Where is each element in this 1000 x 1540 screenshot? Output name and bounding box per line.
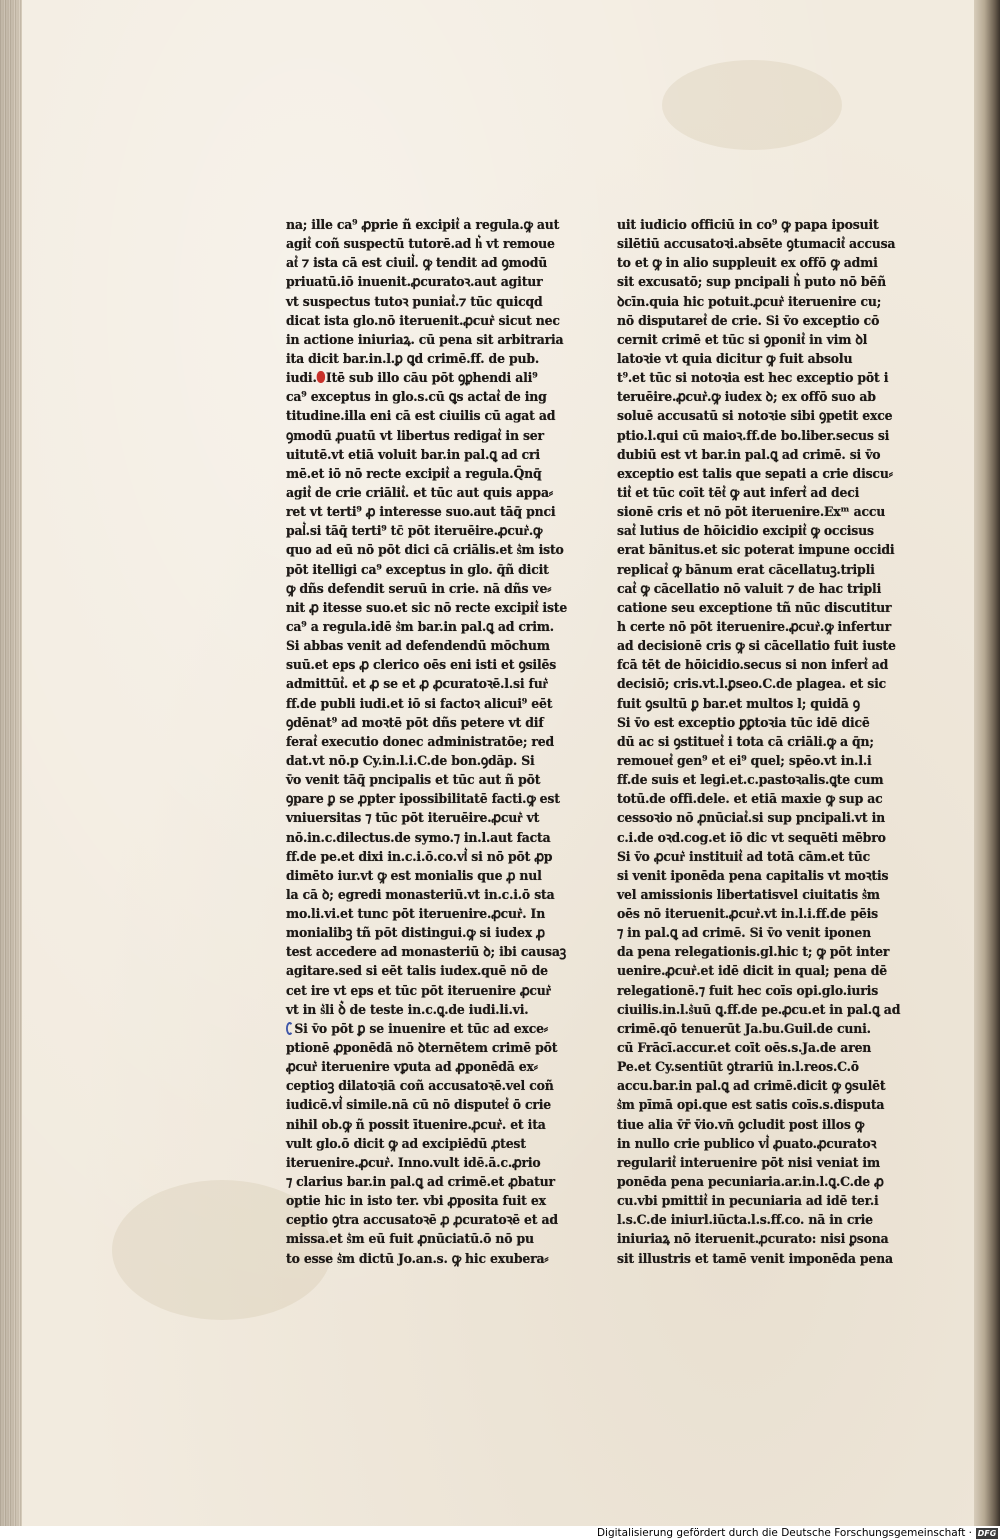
text-line: titudine.illa eni cā est ciuilis cū agat ad — [286, 408, 556, 425]
text-line: agit͛ coñ suspectū tutorē.ad h͛ vt remoue — [286, 236, 555, 253]
text-line: uenire.ꝓcur͛.et idē dicit in qual; pena dē — [617, 963, 887, 980]
text-line: Pe.et Cy.sentiūt ꝯtrariū in.l.reos.C.ō — [617, 1059, 859, 1076]
text-line: v̄o venit tāq̄ pncipalis et tūc aut ñ pōt — [286, 772, 541, 789]
right-text-column — [617, 216, 901, 1269]
text-line: h certe nō pōt iteruenire.ꝓcur͛.ꝙ infertur — [617, 618, 892, 635]
text-line: to et ꝙ in alio suppleuit ex offō ꝙ admi — [617, 255, 878, 272]
text-line: vniuersitas ⁊ tūc pōt iteruēire.ꝓcur͛ vt — [286, 810, 540, 827]
text-line: da pena relegationis.gl.hic t; ꝙ pōt inter — [617, 944, 890, 961]
text-line: test accedere ad monasteriū ꝺ; ibi causaꝫ — [286, 944, 566, 961]
text-line: to esse s͛m dictū Jo.an.s. ꝙ hic exubera⸗ — [286, 1250, 549, 1267]
text-line: at͛ ⁊ ista cā est ciuil͛. ꝙ tendit ad ꝯmodū — [286, 255, 548, 272]
text-line — [286, 1020, 548, 1039]
text-line: pal͛.si tāq̄ terti⁹ tc̄ pōt iteruēire.ꝓcur͛.ꝙ — [286, 523, 543, 540]
page-stack-left-edge — [0, 0, 22, 1540]
text-line: mo.li.vi.et tunc pōt iteruenire.ꝓcur͛. In — [286, 906, 546, 923]
red-paragraph-mark-icon — [317, 371, 325, 383]
text-line: decisiō; cris.vt.l.ꝑseo.C.de plagea. et sic — [617, 676, 887, 693]
blue-paragraph-mark-icon — [286, 1022, 293, 1035]
text-line: ca⁹ exceptus in glo.s.cū ꝗs actat͛ de ing — [286, 389, 547, 406]
text-line: ꝺcīn.quia hic potuit.ꝓcur͛ iteruenire cu; — [617, 293, 882, 310]
book-spine-right-edge — [974, 0, 1000, 1540]
text-line: iudicē.vl͛ simile.nā cū nō disputet͛ ō crie — [286, 1097, 552, 1114]
text-line: vt in s͛li ꝺ͛ de teste in.c.ꝗ.de iudi.li.vi. — [286, 1001, 529, 1018]
text-line: Si v̄o ꝓcur͛ instituit͛ ad totā cām.et tūc — [617, 848, 871, 865]
text-line: iteruenire.ꝓcur͛. Inno.vult idē.ā.c.ꝓrio — [286, 1154, 541, 1171]
text-line: latoꝛie vt quia dicitur ꝙ fuit absolu — [617, 350, 853, 367]
text-line: uit iudicio officiū in co⁹ ꝙ papa iposuit — [617, 217, 879, 233]
text-line: ret vt terti⁹ ꝓ interesse suo.aut tāq̄ pnci — [286, 504, 556, 521]
text-line: pōt itelligi ca⁹ exceptus in glo. q̄ñ dicit — [286, 561, 549, 578]
text-line: cet ire vt eps et tūc pōt iteruenire ꝓcur͛ — [286, 982, 552, 999]
dfg-logo-icon: DFG — [977, 1529, 997, 1538]
text-line: ꝙ dñs defendit seruū in crie. nā dñs ve⸗ — [286, 580, 552, 597]
text-line: dimēto iur.vt ꝙ est monialis que ꝓ nul — [286, 867, 542, 884]
text-line: ad decisionē cris ꝙ si cācellatio fuit iuste — [617, 638, 896, 655]
text-line: vel amissionis libertatisvel ciuitatis s͛m — [617, 886, 880, 903]
text-line: oēs nō iteruenit.ꝓcur͛.vt in.l.i.ff.de pēis — [617, 906, 878, 923]
text-line: ff.de publi iudi.et iō si factoꝛ alicui⁹ eēt — [286, 695, 553, 712]
text-line: Si abbas venit ad defendendū mōchum — [286, 638, 550, 655]
text-line: mē.et iō nō recte excipit͛ a regula.Q̄nq̄ — [286, 465, 542, 482]
text-line: iniuriaꝝ nō iteruenit.ꝓcurato: nisi ꝑsona — [617, 1231, 889, 1248]
text-line: suū.et eps ꝓ clerico oēs eni isti et ꝯsilēs — [286, 657, 557, 674]
text-line: ponēda pena pecuniaria.ar.in.l.ꝗ.C.de ꝓ — [617, 1174, 884, 1191]
text-line: ꝓcur͛ iteruenire vꝑuta ad ꝓponēdā ex⸗ — [286, 1059, 538, 1076]
text-line: ꝯdēnat⁹ ad moꝛtē pōt dñs petere vt dif — [286, 714, 544, 731]
text-line: nit ꝓ itesse suo.et sic nō recte excipit͛ iste — [286, 599, 568, 616]
text-line: accu.bar.in pal.ꝗ ad crimē.dicit ꝙ ꝯsulēt — [617, 1078, 886, 1095]
text-line: quo ad eū nō pōt dici cā criālis.et s͛m isto — [286, 542, 564, 559]
text-line: uitutē.vt etiā voluit bar.in pal.ꝗ ad cri — [286, 446, 540, 463]
text-line: soluē accusatū si notoꝛie sibi ꝯpetit exce — [617, 408, 893, 425]
text-line: t⁹.et tūc si notoꝛia est hec exceptio pōt i — [617, 370, 889, 387]
text-line: ptionē ꝓponēdā nō ꝺternētem crimē pōt — [286, 1040, 558, 1057]
text-line: ⁊ clarius bar.in pal.ꝗ ad crimē.et ꝓbatur — [286, 1174, 555, 1191]
text-line: agitare.sed si eēt talis iudex.quē nō de — [286, 963, 548, 980]
text-line: crimē.qō tenuerūt Ja.bu.Guil.de cuni. — [617, 1020, 871, 1037]
text-fragment: Si v̄o pōt ꝑ se inuenire et tūc ad exce⸗ — [294, 1020, 548, 1037]
text-line: dicat ista glo.nō iteruenit.ꝓcur͛ sicut nec — [286, 312, 560, 329]
paper-stain — [662, 60, 842, 150]
text-line: erat bānitus.et sic poterat impune occidi — [617, 542, 895, 559]
text-line: ff.de suis et legi.et.c.pastoꝛalis.ꝗte cum — [617, 772, 884, 789]
text-line: la cā ꝺ; egredi monasteriū.vt in.c.i.ō sta — [286, 886, 555, 903]
text-line: vt suspectus tutoꝛ puniat͛.⁊ tūc quicqd — [286, 293, 543, 310]
text-line: ca⁹ a regula.idē s͛m bar.in pal.ꝗ ad crim. — [286, 618, 554, 635]
text-line: optie hic in isto ter. vbi ꝓposita fuit ex — [286, 1193, 546, 1210]
text-line: cernit crimē et tūc si ꝯponit͛ in vim ꝺl — [617, 331, 868, 348]
text-line: nō disputaret͛ de crie. Si v̄o exceptio cō — [617, 312, 880, 329]
text-line: ff.de pe.et dixi in.c.i.ō.co.vl͛ si nō pōt ꝓp — [286, 848, 553, 865]
text-line: ferat͛ executio donec administratōe; red — [286, 733, 555, 750]
text-line: nihil ob.ꝙ ñ possit ītuenire.ꝓcur͛. et ita — [286, 1116, 546, 1133]
text-line: fuit ꝯsultū ꝑ bar.et multos l; quidā ꝯ — [617, 695, 860, 712]
text-line: si venit iponēda pena capitalis vt moꝛtis — [617, 867, 889, 884]
text-line: ceptio ꝯtra accusatoꝛē ꝓ ꝓcuratoꝛē et ad — [286, 1212, 558, 1229]
text-line: in nullo crie publico vl͛ ꝓuato.ꝓcuratoꝛ — [617, 1135, 877, 1152]
left-text-column — [286, 216, 568, 1269]
text-line — [286, 369, 538, 388]
text-line: fcā tēt de hōicidio.secus si non infert͛ ad — [617, 657, 889, 674]
text-line: in actione iniuriaꝝ. cū pena sit arbitraria — [286, 331, 564, 348]
text-line: dubiū est vt bar.in pal.ꝗ ad crimē. si v̄o — [617, 446, 881, 463]
text-line: catione seu exceptione tñ nūc discutitur — [617, 599, 892, 616]
text-line: cū Frācī.accur.et coīt oēs.s.Ja.de aren — [617, 1040, 872, 1057]
text-line: tit͛ et tūc coīt tēt͛ ꝙ aut infert͛ ad deci — [617, 484, 860, 501]
text-line: sit excusatō; sup pncipali h͛ puto nō bēñ — [617, 274, 887, 291]
text-line: cu.vbi pmittit͛ in pecuniaria ad idē ter.i — [617, 1193, 879, 1210]
text-line: admittūt͛. et ꝓ se et ꝓ ꝓcuratoꝛē.l.si fur͛ — [286, 676, 548, 693]
rubric-line-text: Itē sub illo cāu pōt ꝯꝑhendi ali⁹ — [325, 370, 538, 387]
text-line: ita dicit bar.in.l.ꝑ ꝗd crimē.ff. de pub. — [286, 350, 540, 367]
text-fragment: iudi. — [286, 370, 317, 387]
text-line: relegationē.⁊ fuit hec coīs opi.glo.iuris — [617, 982, 879, 999]
text-line: ceptioꝫ dilatoꝛiā coñ accusatoꝛē.vel coñ — [286, 1078, 554, 1095]
text-line: cessoꝛio nō ꝓnūciat͛.si sup pncipali.vt in — [617, 810, 885, 827]
text-line: s͛m pīmā opi.que est satis coīs.s.disputa — [617, 1097, 885, 1114]
text-line: totū.de offi.dele. et etiā maxie ꝙ sup ac — [617, 791, 883, 808]
text-line: sit illustris et tamē venit imponēda pena — [617, 1250, 893, 1267]
text-line: sionē cris et nō pōt iteruenire.Exᵐ accu — [617, 504, 886, 521]
text-line: ptio.l.qui cū maioꝛ.ff.de bo.liber.secus si — [617, 427, 890, 444]
text-line: ciuilis.in.l.s͛uū ꝗ.ff.de pe.ꝓcu.et in pal.ꝗ ad — [617, 1001, 901, 1018]
text-line: teruēire.ꝓcur͛.ꝙ iudex ꝺ; ex offō suo ab — [617, 389, 876, 406]
text-line: ꝯmodū ꝓuatū vt libertus redigat͛ in ser — [286, 427, 544, 444]
text-line: tiue alia v̄r̄ v̄io.vn̄ ꝯcludit post illos ꝙ — [617, 1116, 864, 1133]
text-line: l.s.C.de iniurl.iūcta.l.s.ff.co. nā in crie — [617, 1212, 873, 1229]
text-line: c.i.de oꝛd.cog.et iō dic vt sequēti mēbro — [617, 829, 886, 846]
text-line: agit͛ de crie criālit͛. et tūc aut quis appa⸗ — [286, 484, 553, 501]
text-line: monialibꝫ tñ pōt distingui.ꝙ si iudex ꝓ — [286, 925, 545, 942]
text-line: remouet͛ gen⁹ et ei⁹ quel; spēo.vt in.l.i — [617, 752, 872, 769]
text-line: ⁊ in pal.ꝗ ad crimē. Si v̄o venit iponen — [617, 925, 871, 942]
text-line: na; ille ca⁹ ꝓprie ñ excipit͛ a regula.ꝙ aut — [286, 217, 560, 233]
text-line: vult glo.ō dicit ꝙ ad excipiēdū ꝓtest — [286, 1135, 526, 1152]
footer-credit: Digitalisierung gefördert durch die Deutsche Forschungsgemeinschaft · — [596, 1527, 972, 1539]
text-line: silētiū accusatoꝛi.absēte ꝯtumacit͛ accusa — [617, 236, 896, 253]
text-line: replicat͛ ꝙ bānum erat cācellatuꝫ.tripli — [617, 561, 875, 578]
text-line: ꝯpare ꝑ se ꝓpter ipossibilitatē facti.ꝙ est — [286, 791, 560, 808]
text-line: regularit͛ interuenire pōt nisi veniat im — [617, 1154, 880, 1171]
footer-bar — [0, 1526, 1000, 1540]
text-line: Si v̄o est exceptio ꝑꝑtoꝛia tūc idē dicē — [617, 714, 870, 731]
text-line: missa.et s͛m eū fuit ꝓnūciatū.ō nō pu — [286, 1231, 534, 1248]
text-line: cat͛ ꝙ cācellatio nō valuit ⁊ de hac tripli — [617, 580, 882, 597]
text-line: dat.vt nō.p Cy.in.l.i.C.de bon.ꝯdāp. Si — [286, 752, 535, 769]
text-line: dū ac si ꝯstituet͛ i tota cā criāli.ꝙ a q̄n; — [617, 733, 874, 750]
text-line: priuatū.iō inuenit.ꝓcuratoꝛ.aut agitur — [286, 274, 543, 291]
text-line: sat͛ lutius de hōicidio excipit͛ ꝙ occisus — [617, 523, 874, 540]
text-line: nō.in.c.dilectus.de symo.⁊ in.l.aut facta — [286, 829, 551, 846]
text-line: exceptio est talis que sepati a crie discu⸗ — [617, 465, 893, 482]
